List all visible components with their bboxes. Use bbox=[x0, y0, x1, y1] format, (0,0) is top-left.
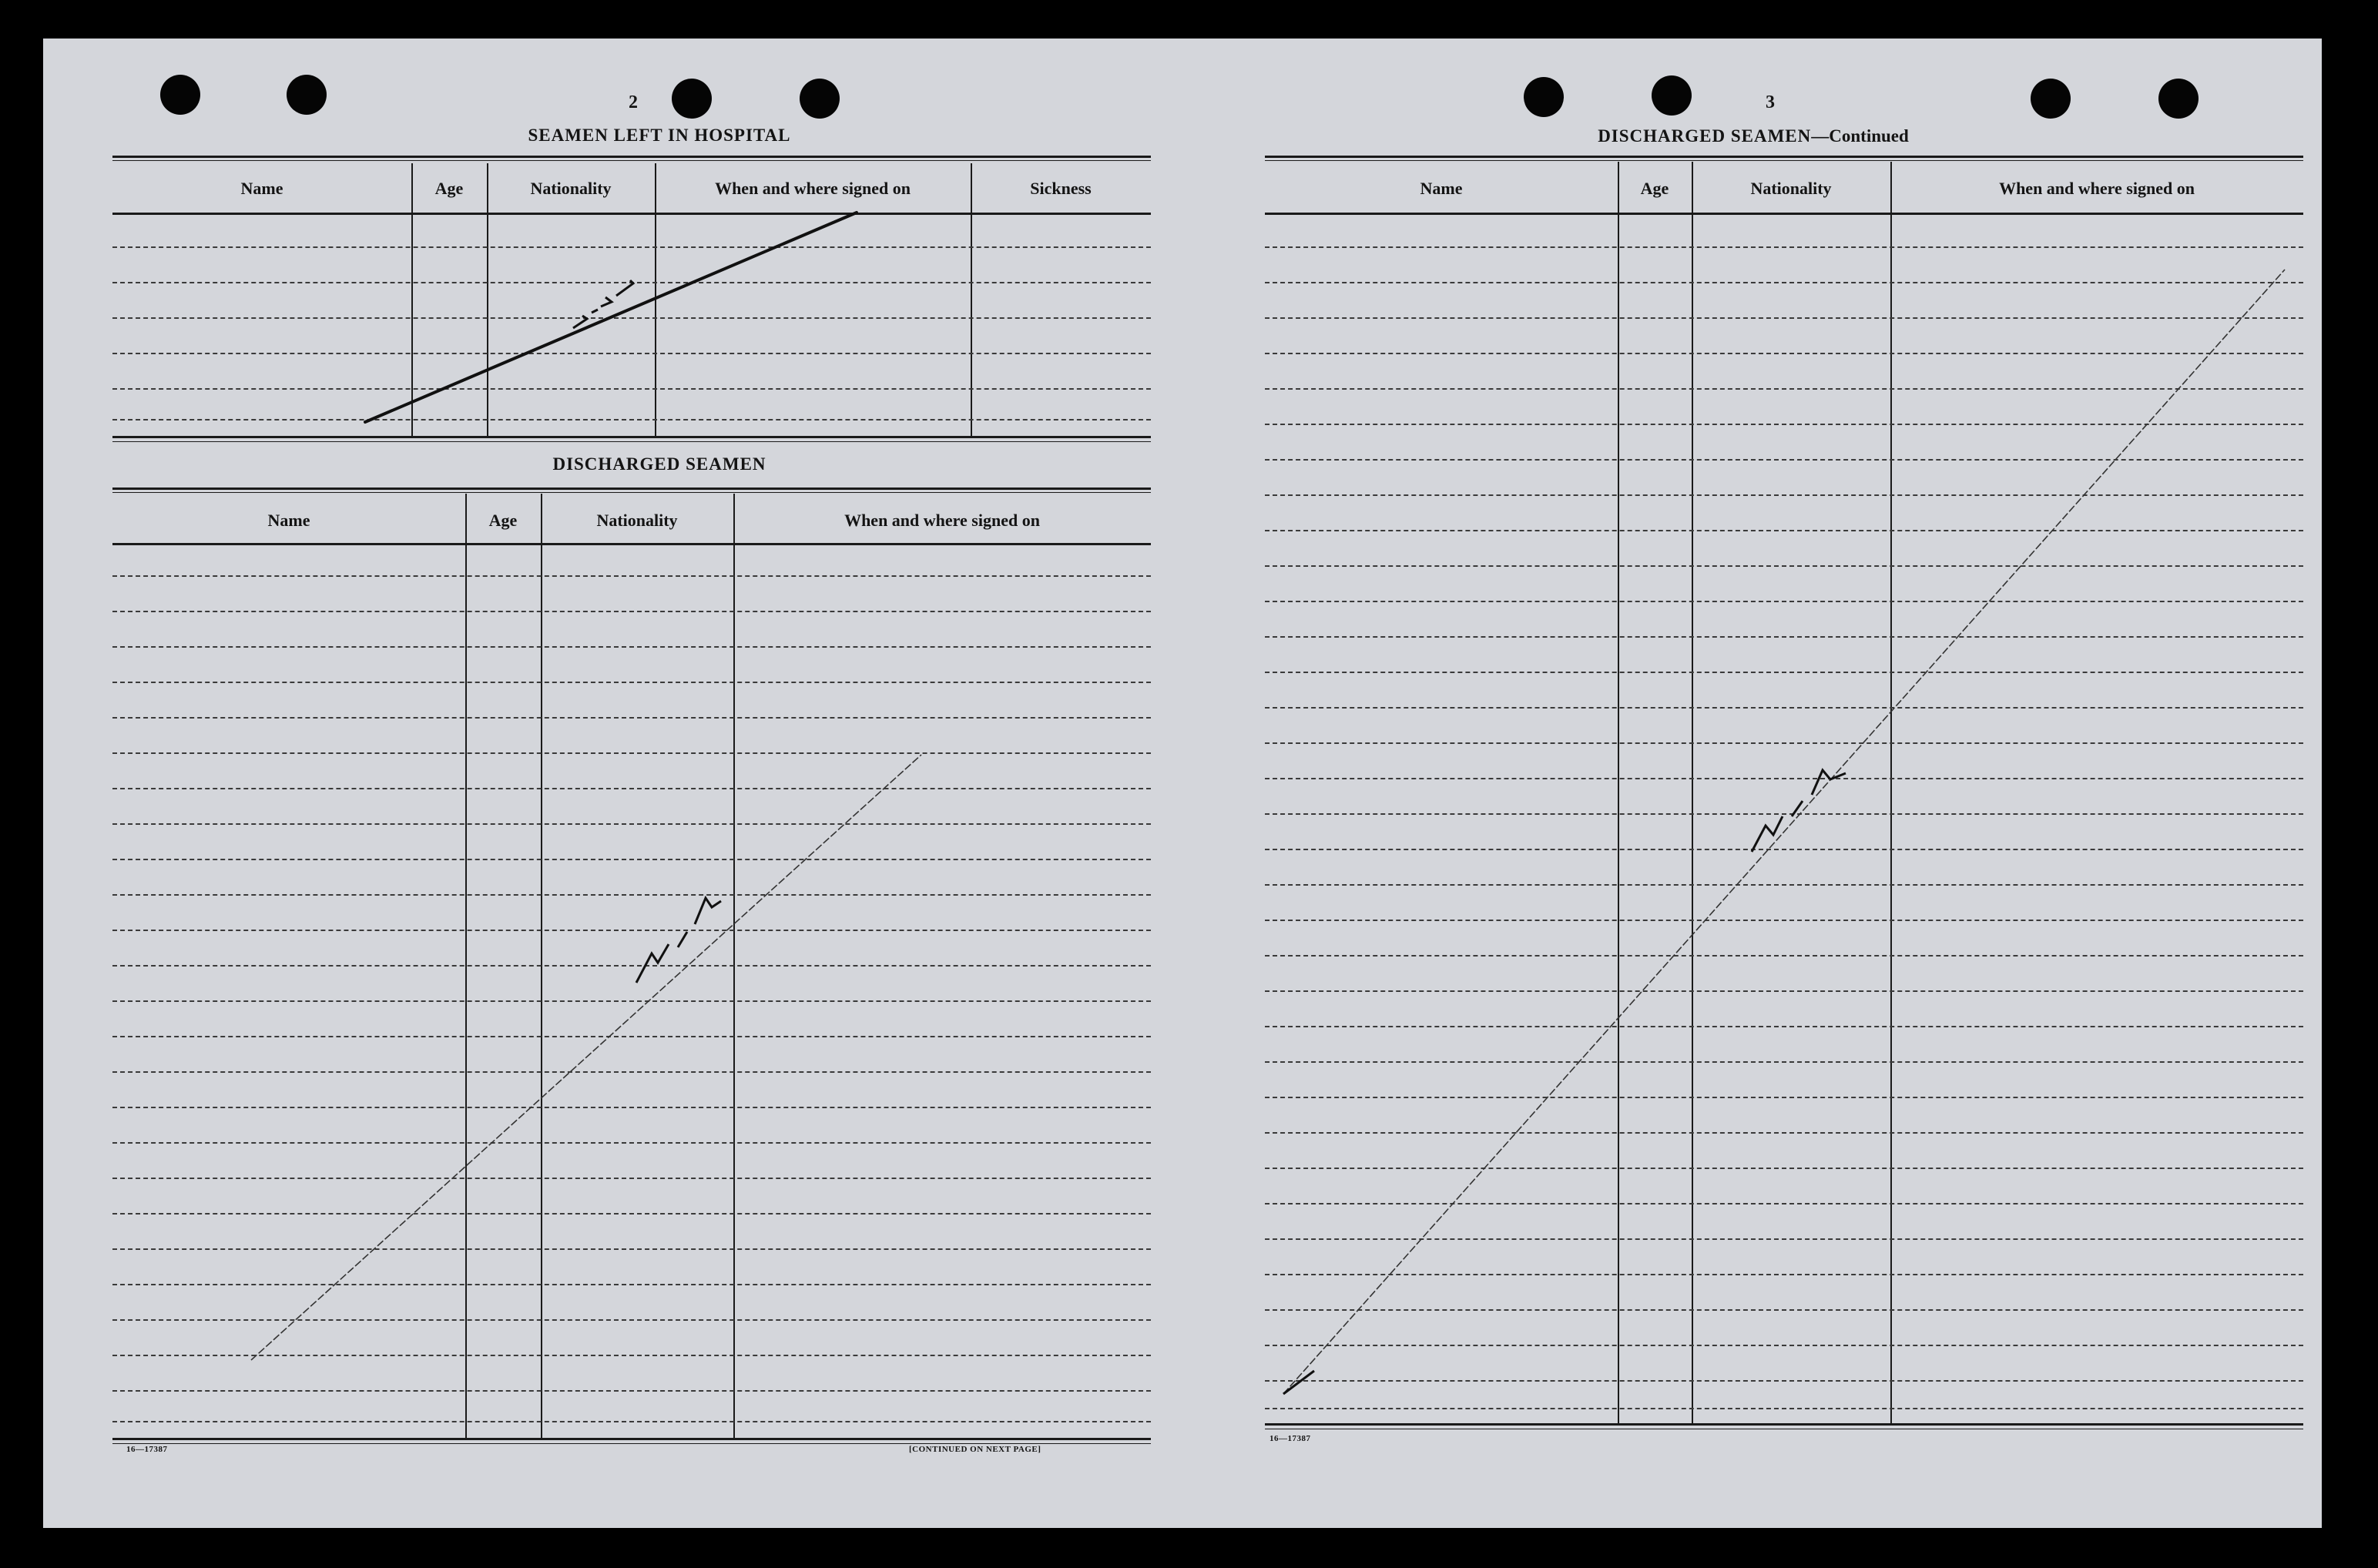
handwritten-nil-right bbox=[1752, 770, 1846, 852]
discharged-section-title: DISCHARGED SEAMEN bbox=[552, 454, 766, 474]
column-header-sickness: Sickness bbox=[1030, 179, 1092, 198]
form-number-right: 16—17387 bbox=[1269, 1434, 1311, 1443]
column-header-nationality: Nationality bbox=[596, 511, 678, 530]
form-number-left: 16—17387 bbox=[126, 1445, 168, 1454]
column-header-signed-on: When and where signed on bbox=[844, 511, 1040, 530]
column-header-age: Age bbox=[1640, 179, 1669, 198]
continued-suffix: —Continued bbox=[1811, 126, 1909, 146]
hospital-section-title: SEAMEN LEFT IN HOSPITAL bbox=[528, 126, 791, 145]
column-header-nationality: Nationality bbox=[530, 179, 612, 198]
cancel-stroke-discharged-left bbox=[251, 755, 921, 1360]
continued-note: [CONTINUED ON NEXT PAGE] bbox=[909, 1445, 1041, 1454]
page-number-left: 2 bbox=[629, 92, 638, 112]
column-header-age: Age bbox=[434, 179, 464, 198]
column-header-signed-on: When and where signed on bbox=[1999, 179, 2195, 198]
cancel-stroke-hospital bbox=[365, 213, 857, 422]
cancel-stroke-discharged-right bbox=[1283, 270, 2285, 1394]
handwritten-nil-left bbox=[636, 898, 721, 983]
handwriting-layer bbox=[43, 39, 2322, 1528]
page-number-right: 3 bbox=[1766, 92, 1775, 112]
column-header-age: Age bbox=[488, 511, 518, 530]
column-header-name: Name bbox=[1420, 179, 1463, 198]
ledger-sheet bbox=[43, 39, 2322, 1528]
column-header-name: Name bbox=[240, 179, 283, 198]
column-header-name: Name bbox=[267, 511, 310, 530]
column-header-nationality: Nationality bbox=[1750, 179, 1832, 198]
column-header-signed-on: When and where signed on bbox=[715, 179, 911, 198]
discharged-continued-title-text: DISCHARGED SEAMEN bbox=[1598, 126, 1812, 146]
